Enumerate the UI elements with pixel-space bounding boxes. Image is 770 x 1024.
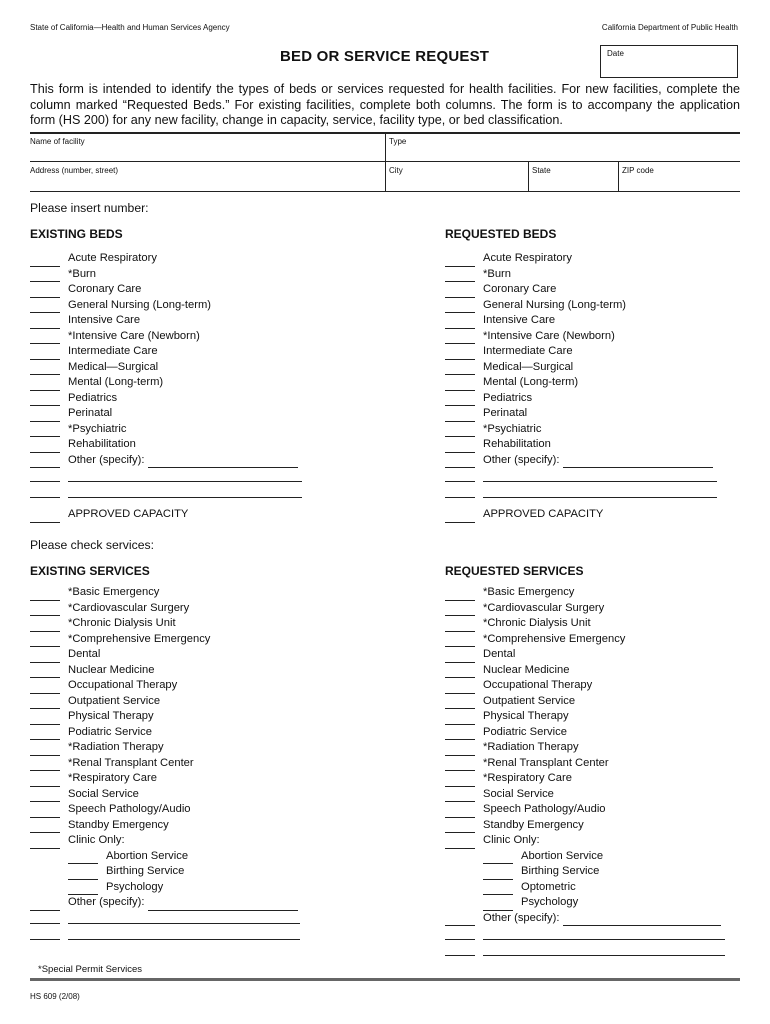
list-item[interactable]: Occupational Therapy bbox=[445, 678, 721, 694]
list-item[interactable]: Optometric bbox=[445, 880, 721, 896]
list-item[interactable]: Outpatient Service bbox=[445, 694, 721, 710]
date-label: Date bbox=[607, 49, 624, 58]
list-item[interactable]: Birthing Service bbox=[445, 864, 721, 880]
table-divider bbox=[618, 161, 619, 191]
list-item[interactable]: *Burn bbox=[445, 267, 713, 283]
list-item[interactable]: Mental (Long-term) bbox=[445, 375, 713, 391]
department-name: California Department of Public Health bbox=[601, 23, 738, 32]
list-item[interactable]: *Chronic Dialysis Unit bbox=[445, 616, 721, 632]
list-item[interactable]: *Psychiatric bbox=[445, 422, 713, 438]
list-item[interactable]: Abortion Service bbox=[445, 849, 721, 865]
list-item[interactable]: *Basic Emergency bbox=[30, 585, 298, 601]
list-item[interactable]: Speech Pathology/Audio bbox=[445, 802, 721, 818]
requested-beds-heading: REQUESTED BEDS bbox=[445, 227, 557, 241]
list-item[interactable]: *Chronic Dialysis Unit bbox=[30, 616, 298, 632]
list-item[interactable]: Physical Therapy bbox=[30, 709, 298, 725]
intro-text: This form is intended to identify the types of beds or services requested for health facilities. For new facilities, complete the column marked “Requested Beds.” For existing facilities, complete both columns. The form is to accompany the application form (HS 200) for any new facility, change in capacity, service, facility type, or bed classification. bbox=[30, 82, 740, 127]
list-item[interactable]: Coronary Care bbox=[30, 282, 298, 298]
table-divider bbox=[385, 134, 386, 191]
list-item[interactable]: *Radiation Therapy bbox=[30, 740, 298, 756]
list-item[interactable]: Social Service bbox=[445, 787, 721, 803]
list-item[interactable]: *Comprehensive Emergency bbox=[30, 632, 298, 648]
existing-beds-list bbox=[30, 251, 298, 468]
list-item[interactable]: Occupational Therapy bbox=[30, 678, 298, 694]
list-item[interactable]: Other (specify): bbox=[445, 911, 721, 927]
existing-approved-capacity[interactable]: APPROVED CAPACITY bbox=[30, 507, 188, 523]
requested-beds-list bbox=[445, 251, 713, 468]
list-item[interactable]: Birthing Service bbox=[30, 864, 298, 880]
state-field[interactable]: State bbox=[532, 166, 551, 175]
list-item[interactable]: Intensive Care bbox=[30, 313, 298, 329]
existing-services-heading: EXISTING SERVICES bbox=[30, 564, 150, 578]
page-title: BED OR SERVICE REQUEST bbox=[280, 48, 490, 65]
zip-field[interactable]: ZIP code bbox=[622, 166, 654, 175]
facility-type-field[interactable]: Type bbox=[389, 137, 407, 146]
list-item[interactable]: Coronary Care bbox=[445, 282, 713, 298]
table-divider bbox=[528, 161, 529, 191]
list-item[interactable]: *Intensive Care (Newborn) bbox=[445, 329, 713, 345]
list-item[interactable]: Podiatric Service bbox=[30, 725, 298, 741]
list-item[interactable]: *Respiratory Care bbox=[445, 771, 721, 787]
list-item[interactable]: Acute Respiratory bbox=[30, 251, 298, 267]
list-item[interactable]: Speech Pathology/Audio bbox=[30, 802, 298, 818]
list-item[interactable]: Social Service bbox=[30, 787, 298, 803]
list-item[interactable]: Nuclear Medicine bbox=[30, 663, 298, 679]
beds-instruction: Please insert number: bbox=[30, 201, 149, 215]
list-item[interactable]: Nuclear Medicine bbox=[445, 663, 721, 679]
list-item[interactable]: Standby Emergency bbox=[30, 818, 298, 834]
list-item[interactable]: Dental bbox=[445, 647, 721, 663]
address-field[interactable]: Address (number, street) bbox=[30, 166, 119, 175]
list-item[interactable]: Rehabilitation bbox=[445, 437, 713, 453]
list-item[interactable]: *Comprehensive Emergency bbox=[445, 632, 721, 648]
list-item[interactable]: Other (specify): bbox=[30, 453, 298, 469]
requested-approved-capacity[interactable]: APPROVED CAPACITY bbox=[445, 507, 603, 523]
list-item[interactable]: Intermediate Care bbox=[445, 344, 713, 360]
list-item[interactable]: General Nursing (Long-term) bbox=[30, 298, 298, 314]
city-field[interactable]: City bbox=[389, 166, 403, 175]
list-item[interactable]: *Basic Emergency bbox=[445, 585, 721, 601]
facility-name-field[interactable]: Name of facility bbox=[30, 137, 85, 146]
list-item[interactable]: Clinic Only: bbox=[30, 833, 298, 849]
list-item[interactable]: *Cardiovascular Surgery bbox=[445, 601, 721, 617]
list-item[interactable]: Physical Therapy bbox=[445, 709, 721, 725]
list-item[interactable]: Psychology bbox=[30, 880, 298, 896]
list-item[interactable]: Medical—Surgical bbox=[30, 360, 298, 376]
list-item[interactable]: Intensive Care bbox=[445, 313, 713, 329]
list-item[interactable]: Perinatal bbox=[30, 406, 298, 422]
list-item[interactable]: Podiatric Service bbox=[445, 725, 721, 741]
list-item[interactable]: *Intensive Care (Newborn) bbox=[30, 329, 298, 345]
list-item[interactable]: Psychology bbox=[445, 895, 721, 911]
list-item[interactable]: Medical—Surgical bbox=[445, 360, 713, 376]
list-item[interactable]: Other (specify): bbox=[30, 895, 298, 911]
list-item[interactable]: Acute Respiratory bbox=[445, 251, 713, 267]
list-item[interactable]: Clinic Only: bbox=[445, 833, 721, 849]
form-number: HS 609 (2/08) bbox=[30, 992, 80, 1001]
bottom-rule bbox=[30, 978, 740, 981]
list-item[interactable]: *Burn bbox=[30, 267, 298, 283]
list-item[interactable]: Pediatrics bbox=[445, 391, 713, 407]
list-item[interactable]: Standby Emergency bbox=[445, 818, 721, 834]
list-item[interactable]: *Renal Transplant Center bbox=[30, 756, 298, 772]
requested-services-list bbox=[445, 585, 721, 926]
list-item[interactable]: Intermediate Care bbox=[30, 344, 298, 360]
list-item[interactable]: Perinatal bbox=[445, 406, 713, 422]
list-item[interactable]: *Cardiovascular Surgery bbox=[30, 601, 298, 617]
list-item[interactable]: Abortion Service bbox=[30, 849, 298, 865]
list-item[interactable]: Mental (Long-term) bbox=[30, 375, 298, 391]
list-item[interactable]: Pediatrics bbox=[30, 391, 298, 407]
list-item[interactable]: *Psychiatric bbox=[30, 422, 298, 438]
date-field[interactable] bbox=[600, 45, 738, 78]
list-item[interactable]: Other (specify): bbox=[445, 453, 713, 469]
list-item[interactable]: Rehabilitation bbox=[30, 437, 298, 453]
footnote: *Special Permit Services bbox=[38, 964, 143, 975]
table-bottom-rule bbox=[30, 191, 740, 192]
list-item[interactable]: Outpatient Service bbox=[30, 694, 298, 710]
existing-beds-heading: EXISTING BEDS bbox=[30, 227, 123, 241]
services-instruction: Please check services: bbox=[30, 538, 154, 552]
list-item[interactable]: Dental bbox=[30, 647, 298, 663]
list-item[interactable]: *Respiratory Care bbox=[30, 771, 298, 787]
requested-services-heading: REQUESTED SERVICES bbox=[445, 564, 584, 578]
existing-services-list bbox=[30, 585, 298, 911]
list-item[interactable]: *Renal Transplant Center bbox=[445, 756, 721, 772]
list-item[interactable]: General Nursing (Long-term) bbox=[445, 298, 713, 314]
list-item[interactable]: *Radiation Therapy bbox=[445, 740, 721, 756]
agency-name: State of California—Health and Human Services Agency bbox=[30, 23, 230, 32]
